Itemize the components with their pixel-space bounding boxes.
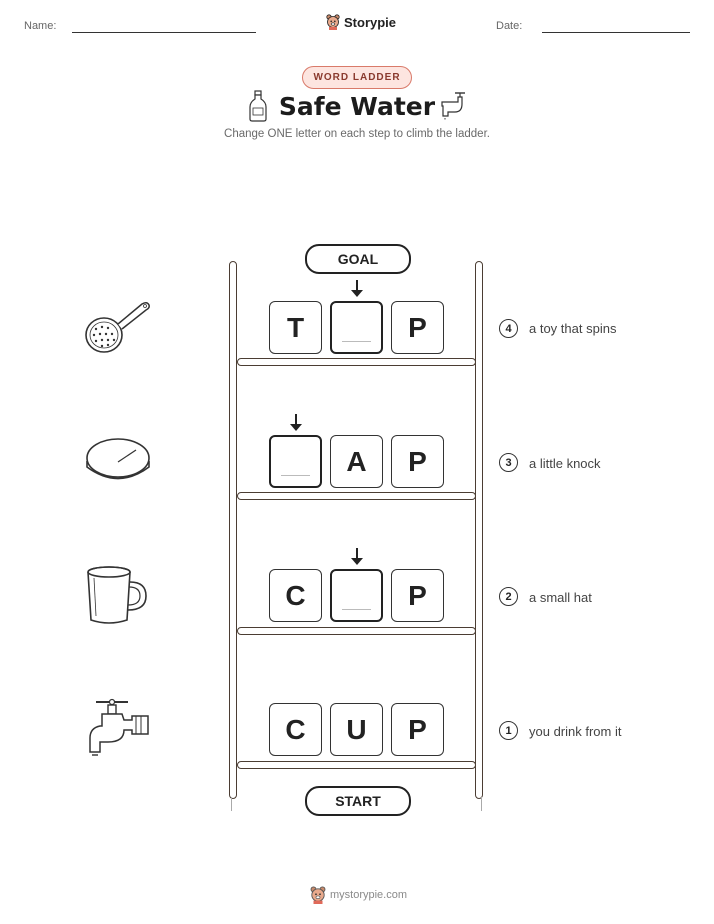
blank-underline <box>342 609 371 610</box>
badge-row <box>0 66 714 89</box>
blank-letter-tile[interactable] <box>269 435 322 488</box>
ladder-rung <box>237 761 476 769</box>
step-number: 3 <box>499 453 518 472</box>
ladder-rung <box>237 358 476 366</box>
bear-mascot-icon <box>326 14 340 30</box>
step-number: 4 <box>499 319 518 338</box>
blank-underline <box>281 475 310 476</box>
clue-text: a small hat <box>529 590 592 605</box>
instructions: Change ONE letter on each step to climb the ladder. <box>224 128 490 140</box>
letter-tile: T <box>269 301 322 354</box>
ladder-right-rail <box>475 261 483 799</box>
strainer-icon <box>82 298 152 356</box>
name-field[interactable] <box>72 32 256 33</box>
footer-site-link[interactable]: mystorypie.com <box>330 889 408 901</box>
arrow-down-icon <box>289 414 303 432</box>
letter-tile: P <box>391 301 444 354</box>
letter-tile: P <box>391 703 444 756</box>
date-field[interactable] <box>542 32 690 33</box>
ladder-rung <box>237 627 476 635</box>
clue-text: you drink from it <box>529 724 622 739</box>
letter-tile: P <box>391 569 444 622</box>
goal-label: GOAL <box>305 244 411 274</box>
arrow-down-icon <box>350 280 364 298</box>
worksheet-type-badge: WORD LADDER <box>302 66 411 89</box>
letter-tile: C <box>269 703 322 756</box>
brand-name: Storypie <box>344 14 397 30</box>
ladder-left-foot <box>231 797 232 811</box>
page-title: Safe Water <box>278 92 436 121</box>
letter-tile: P <box>391 435 444 488</box>
letter-tile: A <box>330 435 383 488</box>
bear-mascot-icon <box>310 886 326 904</box>
blank-underline <box>342 341 371 342</box>
footer <box>310 886 407 904</box>
blank-letter-tile[interactable] <box>330 301 383 354</box>
brand-logo <box>326 14 396 30</box>
step-number: 2 <box>499 587 518 606</box>
faucet-icon <box>440 92 470 120</box>
ladder-left-rail <box>229 261 237 799</box>
ladder-rung <box>237 492 476 500</box>
date-label: Date: <box>496 20 523 32</box>
clue-text: a little knock <box>529 456 601 471</box>
name-label: Name: <box>24 20 57 32</box>
step-number: 1 <box>499 721 518 740</box>
arrow-down-icon <box>350 548 364 566</box>
letter-tile: C <box>269 569 322 622</box>
letter-tile: U <box>330 703 383 756</box>
start-label: START <box>305 786 411 816</box>
tap-icon <box>84 698 152 764</box>
mug-icon <box>84 564 150 626</box>
clue-text: a toy that spins <box>529 321 617 336</box>
blank-letter-tile[interactable] <box>330 569 383 622</box>
ladder-right-foot <box>481 797 482 811</box>
cap-lid-icon <box>84 434 152 488</box>
